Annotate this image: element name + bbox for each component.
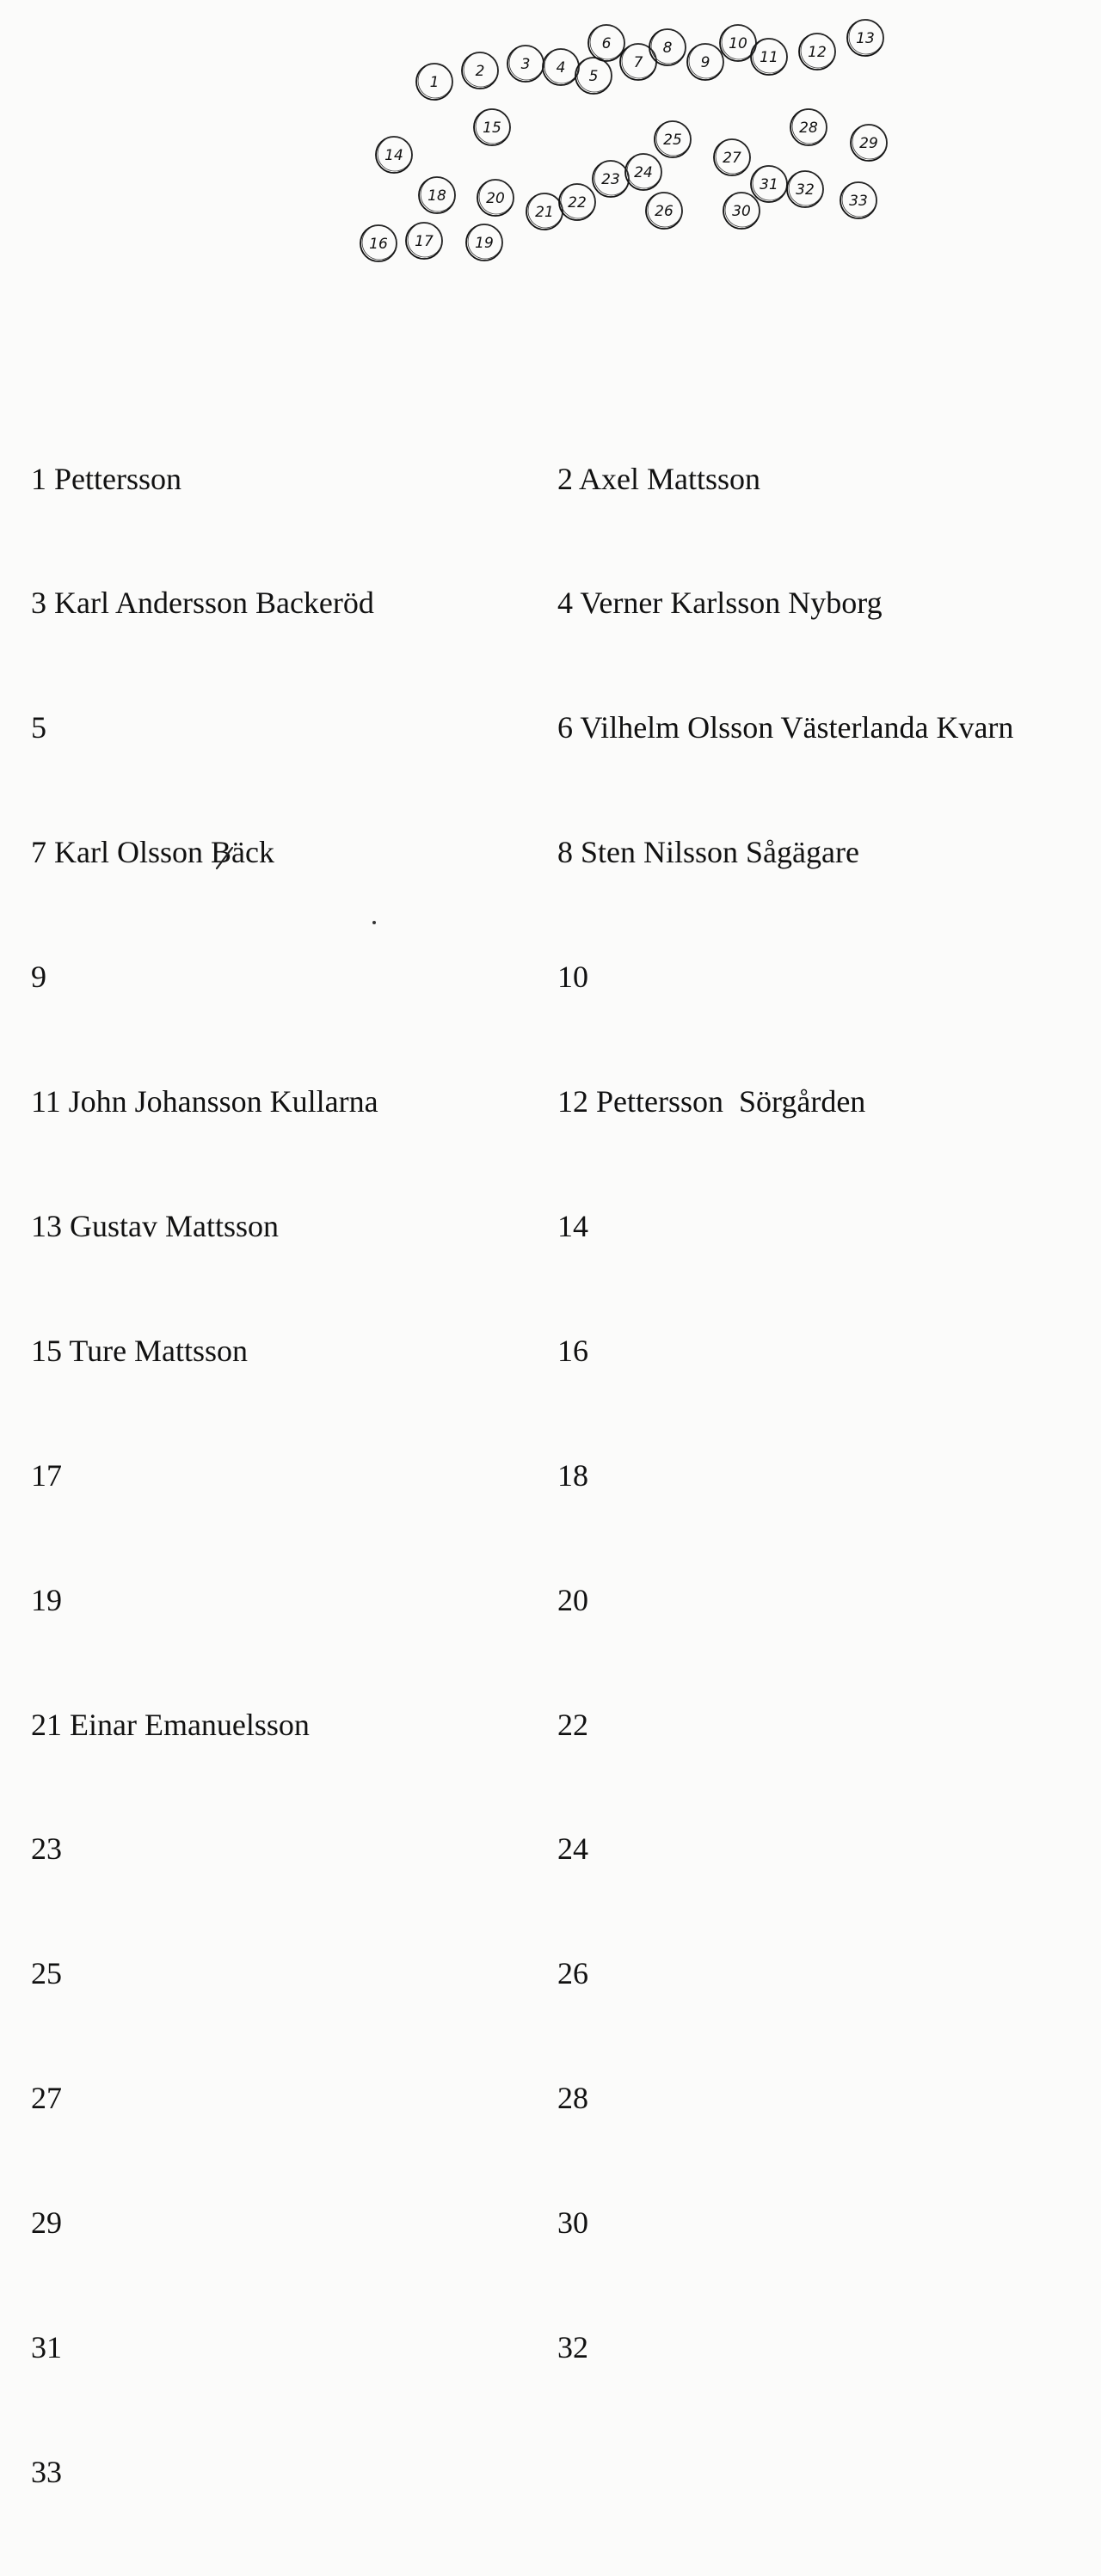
- roster-entry: 1 Pettersson: [31, 461, 181, 496]
- seat-2: [462, 52, 498, 89]
- roster-entry: 30: [557, 2205, 588, 2241]
- seat-8: [649, 29, 686, 65]
- roster-entry: 5: [31, 710, 46, 745]
- seat-number: 11: [760, 49, 778, 66]
- seat-number: 23: [601, 171, 620, 188]
- seating-sketch: [0, 0, 1101, 284]
- seat-24: [625, 154, 661, 190]
- stray-pen-mark: [213, 845, 236, 871]
- seat-circles: [360, 20, 887, 261]
- seat-32: [787, 171, 823, 207]
- seat-16: [360, 225, 397, 261]
- roster-entry: 22: [557, 1707, 588, 1742]
- seat-20: [477, 180, 514, 216]
- seat-13: [847, 20, 883, 56]
- seat-12: [799, 34, 835, 70]
- seat-25: [655, 121, 691, 157]
- roster-entry: 26: [557, 1956, 588, 1991]
- seat-14: [376, 137, 412, 173]
- seat-9: [687, 44, 723, 80]
- roster-entry: 6 Vilhelm Olsson Västerlanda Kvarn: [557, 710, 1014, 745]
- roster-entry: 19: [31, 1582, 62, 1617]
- seat-number: 7: [633, 54, 643, 71]
- seat-number: 3: [520, 56, 531, 73]
- seat-number: 4: [556, 59, 566, 77]
- seat-number: 29: [859, 135, 878, 152]
- roster-entry: 3 Karl Andersson Backeröd: [31, 586, 374, 621]
- seat-number: 30: [732, 203, 751, 220]
- seat-number: 12: [808, 44, 827, 61]
- seat-number: 2: [475, 63, 485, 80]
- seat-number: 31: [760, 176, 778, 193]
- roster-entry: 4 Verner Karlsson Nyborg: [557, 586, 883, 621]
- roster-entry: 10: [557, 960, 588, 995]
- seat-19: [466, 224, 502, 261]
- ink-speck: [372, 921, 376, 924]
- roster-entry: 8 Sten Nilsson Sågägare: [557, 835, 859, 870]
- seat-26: [646, 193, 682, 229]
- roster-entry: 15 Ture Mattsson: [31, 1333, 249, 1368]
- roster-entry: 33: [31, 2454, 62, 2489]
- roster-entry: 12 Pettersson Sörgården: [557, 1084, 866, 1119]
- seat-6: [588, 25, 624, 61]
- seat-1: [416, 64, 452, 100]
- roster-entry: 17: [31, 1457, 62, 1493]
- roster-entry: 29: [31, 2205, 62, 2241]
- roster-entry: 23: [31, 1831, 62, 1867]
- seat-number: 27: [723, 150, 741, 167]
- seat-7: [620, 44, 656, 80]
- seat-15: [474, 109, 510, 145]
- seat-number: 32: [796, 181, 815, 199]
- roster-entry: 18: [557, 1457, 588, 1493]
- roster-entry: 14: [557, 1208, 588, 1243]
- seat-number: 10: [729, 35, 747, 52]
- roster-entry: 7 Karl Olsson Bäck: [31, 835, 274, 870]
- roster-entry: 11 John Johansson Kullarna: [31, 1084, 378, 1119]
- seat-29: [851, 125, 887, 161]
- seat-30: [723, 193, 760, 229]
- roster-entry: 9: [31, 960, 46, 995]
- seat-23: [593, 161, 629, 197]
- seat-31: [751, 166, 787, 202]
- seat-number: 5: [588, 68, 599, 85]
- roster-right-column: [557, 375, 1013, 2451]
- roster-entry: 32: [557, 2329, 588, 2364]
- seat-22: [559, 184, 595, 220]
- seat-21: [526, 193, 563, 230]
- seat-33: [840, 182, 876, 218]
- seat-4: [543, 49, 579, 85]
- seat-number: 1: [429, 74, 440, 91]
- roster-entry: 25: [31, 1956, 62, 1991]
- seat-number: 13: [856, 30, 875, 47]
- roster-left-column: [31, 375, 378, 2576]
- seat-number: 17: [415, 233, 434, 250]
- seat-number: 20: [486, 190, 505, 207]
- roster-entry: 16: [557, 1333, 588, 1368]
- seat-number: 6: [601, 35, 612, 52]
- roster-entry: 27: [31, 2081, 62, 2116]
- seat-28: [790, 109, 827, 145]
- seat-number: 16: [369, 236, 388, 253]
- seat-number: 9: [700, 54, 710, 71]
- seat-number: 33: [849, 193, 868, 210]
- seat-number: 14: [384, 147, 403, 164]
- roster-entry: 21 Einar Emanuelsson: [31, 1707, 310, 1742]
- seat-27: [714, 139, 750, 175]
- seat-number: 21: [535, 204, 554, 221]
- seat-11: [751, 39, 787, 75]
- seat-number: 8: [662, 40, 673, 57]
- seat-number: 25: [663, 132, 682, 149]
- roster-entry: 24: [557, 1831, 588, 1867]
- roster-entry: 28: [557, 2081, 588, 2116]
- seat-3: [507, 46, 544, 82]
- seat-number: 24: [634, 164, 653, 181]
- roster-entry: 31: [31, 2329, 62, 2364]
- seat-18: [419, 177, 455, 213]
- seat-number: 15: [483, 120, 501, 137]
- roster-entry: 20: [557, 1582, 588, 1617]
- seat-number: 26: [655, 203, 674, 220]
- seat-number: 18: [427, 187, 446, 205]
- roster-entry: 13 Gustav Mattsson: [31, 1208, 279, 1243]
- seat-5: [575, 58, 612, 94]
- seat-number: 28: [799, 120, 818, 137]
- seat-number: 22: [568, 194, 587, 212]
- seat-number: 19: [475, 235, 494, 252]
- seat-17: [406, 223, 442, 259]
- roster-entry: 2 Axel Mattsson: [557, 461, 761, 496]
